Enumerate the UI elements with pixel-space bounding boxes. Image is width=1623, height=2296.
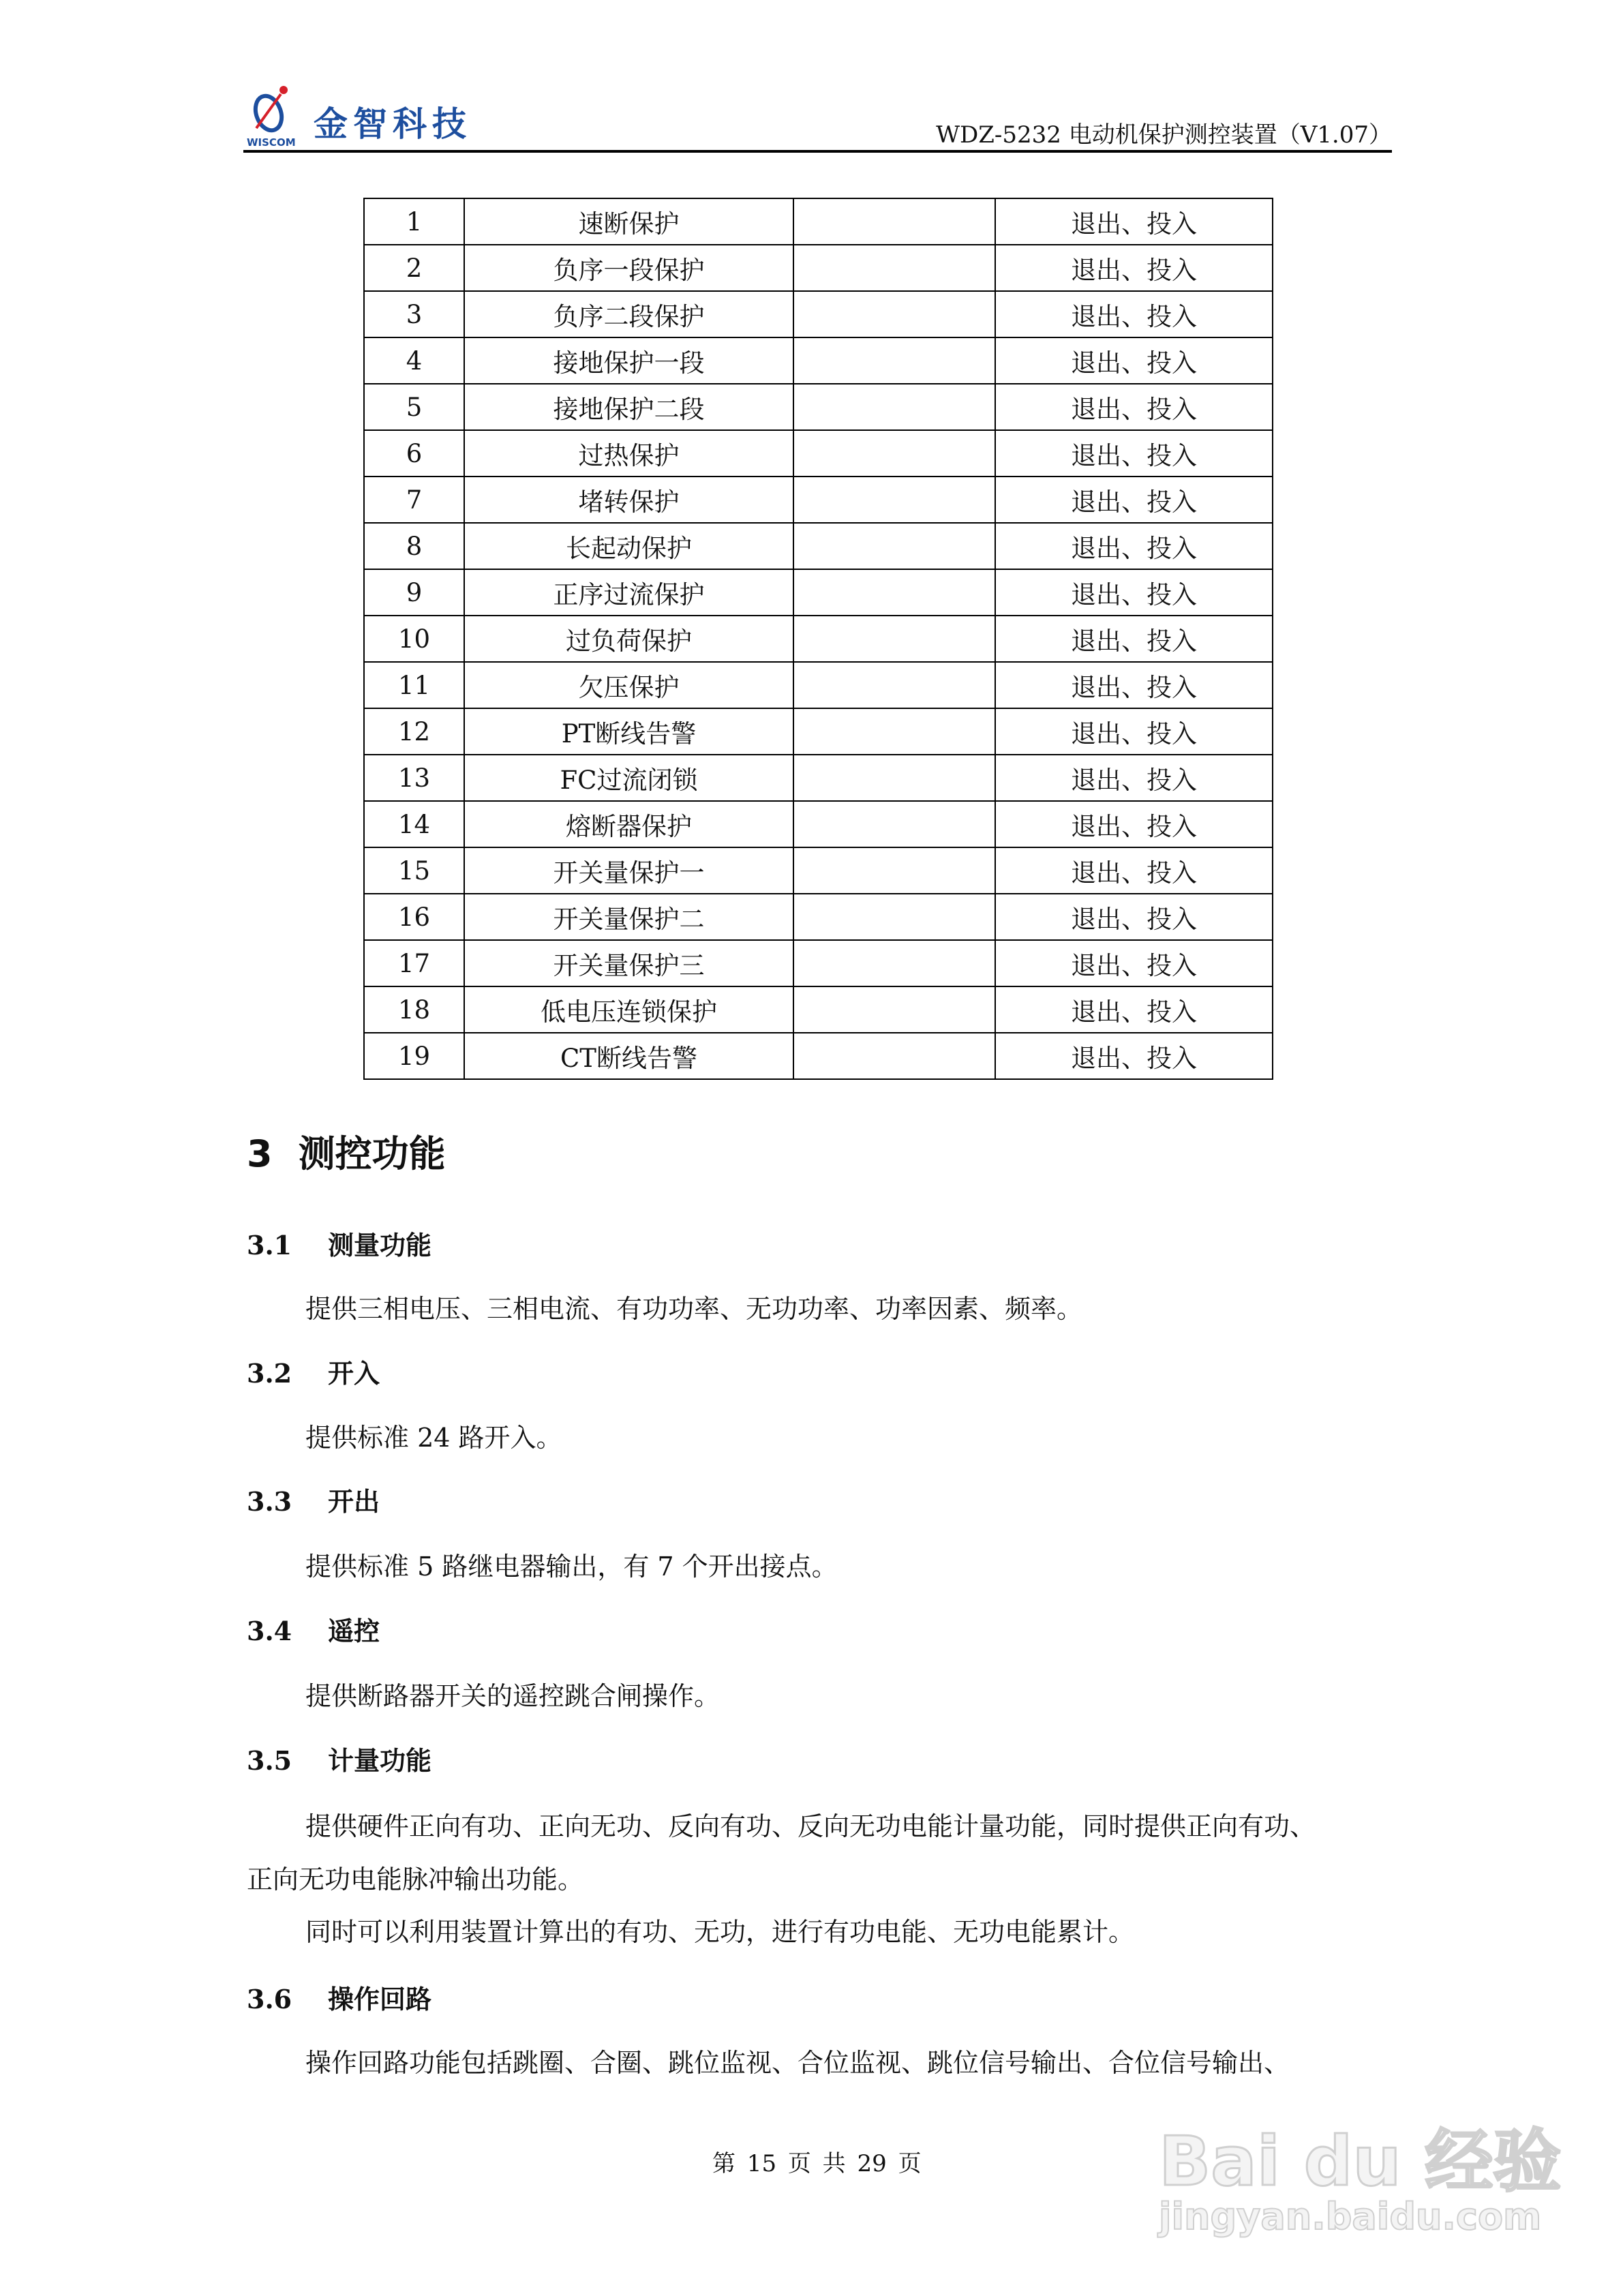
cell-no: 7 [364,477,464,523]
cell-no: 13 [364,755,464,801]
table-row [364,708,1273,755]
cell-name: 低电压连锁保护 [464,986,793,1033]
subsection-title: 操作回路 [328,1984,432,2014]
cell-name: 熔断器保护 [464,801,793,847]
cell-name: 速断保护 [464,198,793,245]
cell-option: 退出、投入 [995,755,1273,801]
cell-value [793,337,995,384]
cell-name: 负序二段保护 [464,291,793,337]
subsection-number: 3.2 [247,1358,292,1389]
table-row [364,801,1273,847]
cell-name: PT断线告警 [464,708,793,755]
logo-english-name: WISCOM [247,136,296,149]
table-row [364,384,1273,430]
company-logo [245,76,491,151]
cell-name: 过负荷保护 [464,616,793,662]
cell-no: 16 [364,894,464,940]
cell-no: 18 [364,986,464,1033]
cell-value [793,986,995,1033]
cell-no: 1 [364,198,464,245]
cell-option: 退出、投入 [995,616,1273,662]
cell-name: 过热保护 [464,430,793,477]
paragraph-text: 提供标准 24 路开入。 [305,1423,562,1453]
cell-value [793,708,995,755]
cell-value [793,384,995,430]
table-row [364,940,1273,986]
cell-option: 退出、投入 [995,245,1273,291]
cell-option: 退出、投入 [995,662,1273,708]
section-number: 3 [247,1132,273,1175]
subsection-title: 开入 [328,1358,380,1389]
table-row [364,477,1273,523]
cell-value [793,801,995,847]
protection-settings-table [363,198,1273,1080]
table-row [364,430,1273,477]
cell-no: 6 [364,430,464,477]
subsection-number: 3.5 [247,1745,292,1776]
cell-name: 负序一段保护 [464,245,793,291]
header-divider [243,150,1392,153]
table-row [364,523,1273,569]
cell-no: 5 [364,384,464,430]
cell-option: 退出、投入 [995,801,1273,847]
cell-option: 退出、投入 [995,1033,1273,1079]
cell-no: 8 [364,523,464,569]
subsection-heading [247,1740,431,1777]
subsection-heading [247,1481,380,1518]
cell-option: 退出、投入 [995,708,1273,755]
cell-name: 长起动保护 [464,523,793,569]
table-row [364,245,1273,291]
cell-name: 欠压保护 [464,662,793,708]
cell-value [793,245,995,291]
cell-name: CT断线告警 [464,1033,793,1079]
table-row [364,569,1273,616]
cell-value [793,894,995,940]
cell-value [793,1033,995,1079]
paragraph-text: 操作回路功能包括跳圈、合圈、跳位监视、合位监视、跳位信号输出、合位信号输出、 [305,2048,1290,2078]
cell-value [793,291,995,337]
subsection-heading [247,1353,380,1390]
cell-no: 3 [364,291,464,337]
cell-option: 退出、投入 [995,569,1273,616]
cell-option: 退出、投入 [995,847,1273,894]
cell-option: 退出、投入 [995,477,1273,523]
table-row [364,616,1273,662]
cell-option: 退出、投入 [995,198,1273,245]
cell-no: 10 [364,616,464,662]
cell-option: 退出、投入 [995,523,1273,569]
cell-no: 19 [364,1033,464,1079]
cell-value [793,847,995,894]
cell-value [793,616,995,662]
cell-no: 11 [364,662,464,708]
paragraph-text: 正向无功电能脉冲输出功能。 [247,1864,584,1894]
table-row [364,1033,1273,1079]
baidu-watermark [1159,2100,1562,2250]
cell-name: 正序过流保护 [464,569,793,616]
section-title: 测控功能 [298,1132,446,1175]
page-number: 第 15 页 共 29 页 [712,2150,922,2177]
subsection-title: 遥控 [328,1616,380,1646]
table-row [364,755,1273,801]
cell-name: 接地保护二段 [464,384,793,430]
subsection-title: 计量功能 [328,1745,432,1776]
paragraph-text: 提供断路器开关的遥控跳合闸操作。 [305,1681,721,1711]
table-row [364,662,1273,708]
cell-option: 退出、投入 [995,940,1273,986]
table-row [364,337,1273,384]
cell-name: 开关量保护二 [464,894,793,940]
cell-option: 退出、投入 [995,384,1273,430]
cell-no: 15 [364,847,464,894]
cell-value [793,430,995,477]
watermark-url: jingyan.baidu.com [1159,2195,1542,2238]
watermark-brand: Bai du 经验 [1159,2121,1562,2201]
table-row [364,198,1273,245]
paragraph-text: 提供三相电压、三相电流、有功功率、无功功率、功率因素、频率。 [305,1294,1083,1324]
document-header-title: WDZ-5232 电动机保护测控装置（V1.07） [936,121,1392,149]
cell-value [793,940,995,986]
cell-option: 退出、投入 [995,291,1273,337]
subsection-heading [247,1224,431,1262]
cell-value [793,569,995,616]
cell-no: 2 [364,245,464,291]
table-row [364,986,1273,1033]
cell-value [793,523,995,569]
paragraph-text: 提供标准 5 路继电器输出，有 7 个开出接点。 [305,1552,838,1582]
logo-chinese-name: 金智科技 [314,104,472,144]
paragraph-text: 同时可以利用装置计算出的有功、无功，进行有功电能、无功电能累计。 [305,1917,1135,1947]
cell-name: 接地保护一段 [464,337,793,384]
table-row [364,847,1273,894]
subsection-title: 开出 [328,1486,380,1517]
paragraph-text: 提供硬件正向有功、正向无功、反向有功、反向无功电能计量功能，同时提供正向有功、 [305,1811,1316,1841]
subsection-heading [247,1978,431,2016]
subsection-heading [247,1610,380,1648]
wiscom-logo-icon [251,80,289,135]
subsection-title: 测量功能 [328,1230,432,1260]
cell-option: 退出、投入 [995,986,1273,1033]
cell-option: 退出、投入 [995,430,1273,477]
cell-value [793,662,995,708]
cell-no: 17 [364,940,464,986]
subsection-number: 3.1 [247,1230,292,1260]
cell-no: 4 [364,337,464,384]
cell-option: 退出、投入 [995,337,1273,384]
cell-no: 12 [364,708,464,755]
subsection-number: 3.4 [247,1616,292,1646]
subsection-number: 3.6 [247,1984,292,2014]
cell-name: 开关量保护一 [464,847,793,894]
subsection-number: 3.3 [247,1486,292,1517]
table-row [364,894,1273,940]
cell-name: 堵转保护 [464,477,793,523]
cell-no: 9 [364,569,464,616]
section-heading [247,1125,446,1177]
cell-value [793,755,995,801]
cell-name: 开关量保护三 [464,940,793,986]
cell-value [793,477,995,523]
cell-value [793,198,995,245]
cell-option: 退出、投入 [995,894,1273,940]
table-row [364,291,1273,337]
cell-no: 14 [364,801,464,847]
cell-name: FC过流闭锁 [464,755,793,801]
